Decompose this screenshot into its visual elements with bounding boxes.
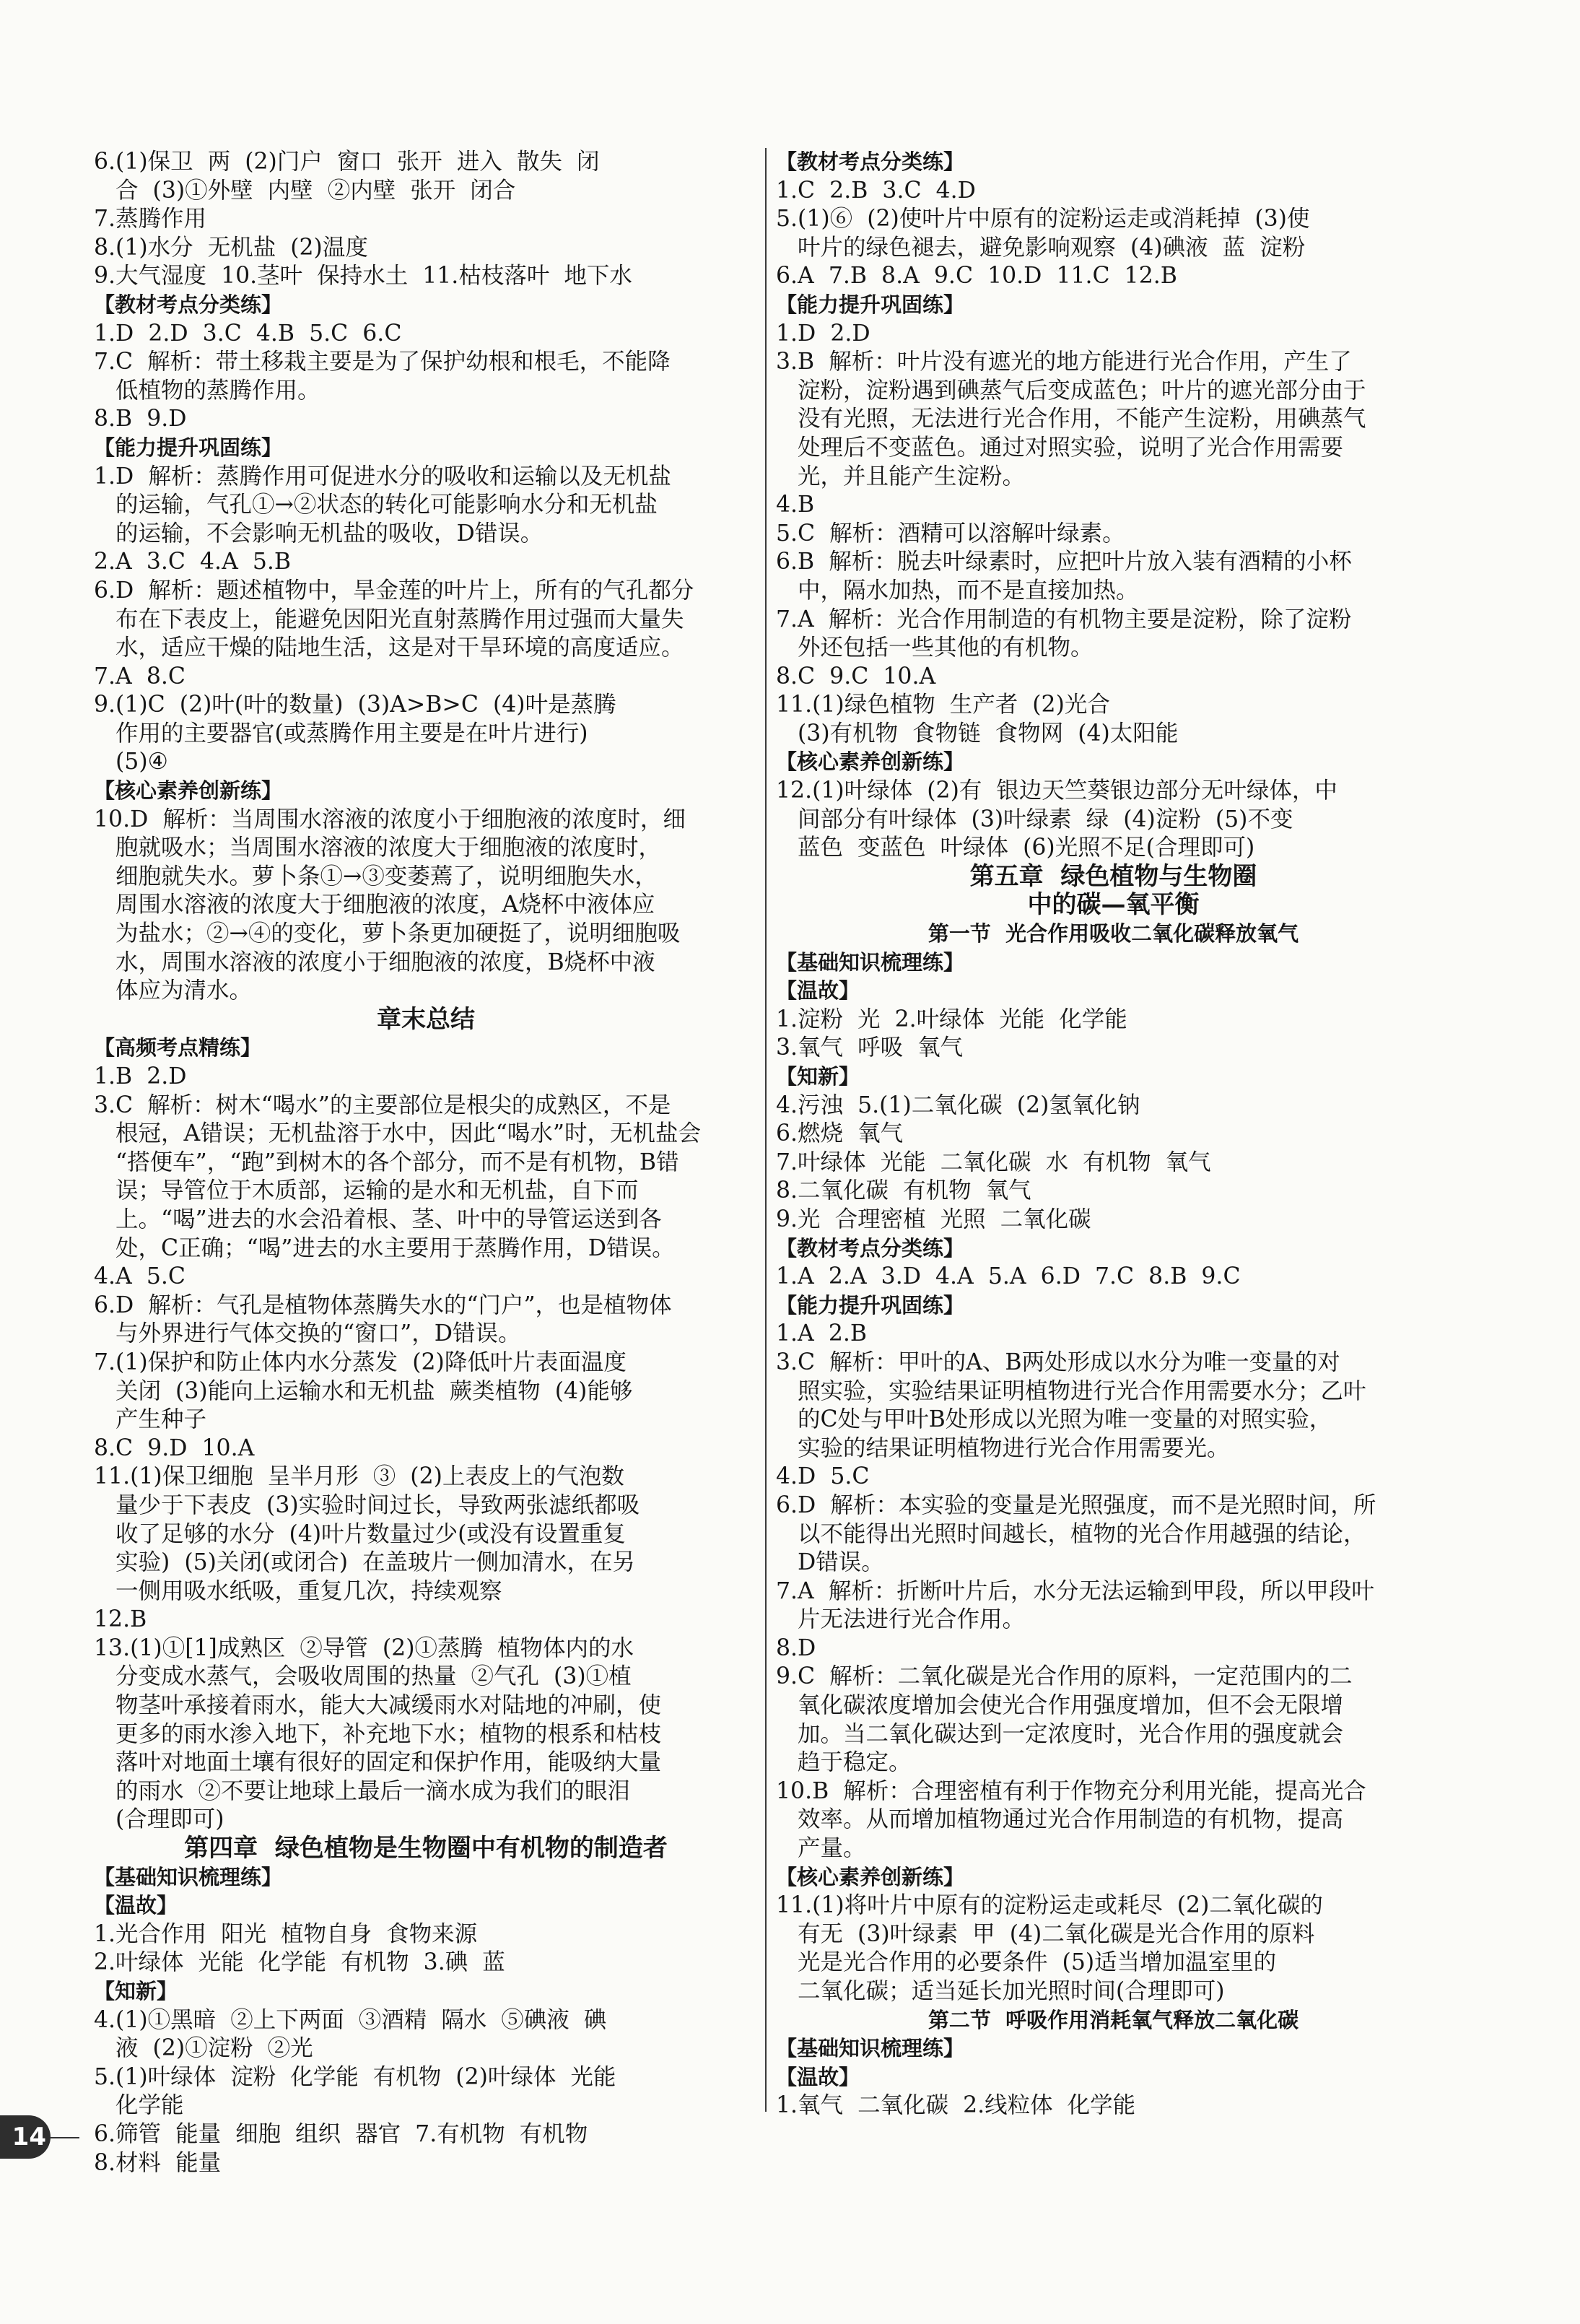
left-column-line: 1.光合作用 阳光 植物自身 食物来源	[94, 1920, 478, 1947]
right-column-line: 【基础知识梳理练】	[776, 949, 965, 975]
left-column-line: 【教材考点分类练】	[94, 292, 283, 317]
right-column-line: 8.二氧化碳 有机物 氧气	[776, 1178, 1031, 1204]
column-divider	[765, 148, 767, 2112]
left-column-line: 8.B 9.D	[94, 406, 187, 432]
right-column-line: 8.D	[776, 1635, 816, 1661]
left-column-line: 3.C 解析：树木“喝水”的主要部位是根尖的成熟区，不是	[94, 1092, 671, 1118]
left-column-line: 6.筛管 能量 细胞 组织 器官 7.有机物 有机物	[94, 2120, 588, 2147]
left-column-line: 6.D 解析：气孔是植物体蒸腾失水的“门户”，也是植物体	[94, 1292, 672, 1318]
left-column-line: 8.材料 能量	[94, 2149, 222, 2176]
left-column-line: 【基础知识梳理练】	[94, 1864, 283, 1889]
right-column-line: 第五章 绿色植物与生物圈	[969, 862, 1257, 891]
left-column-line: 1.D 2.D 3.C 4.B 5.C 6.C	[94, 320, 402, 347]
left-column-line: 低植物的蒸腾作用。	[115, 377, 320, 404]
right-column-line: 8.C 9.C 10.A	[776, 663, 936, 689]
left-column-line: 的运输，不会影响无机盐的吸收，D错误。	[115, 520, 544, 547]
right-column-line: 【教材考点分类练】	[776, 149, 965, 174]
right-column-line: 【知新】	[776, 1064, 860, 1089]
right-column-line: 光是光合作用的必要条件 (5)适当增加温室里的	[798, 1949, 1277, 1976]
left-column-line: 落叶对地面土壤有很好的固定和保护作用，能吸纳大量	[115, 1749, 662, 1776]
left-column-line: 的雨水 ②不要让地球上最后一滴水成为我们的眼泪	[115, 1777, 631, 1804]
left-column-line: 根冠，A错误；无机盐溶于水中，因此“喝水”时，无机盐会	[115, 1120, 701, 1147]
right-column-line: 【核心素养创新练】	[776, 749, 965, 775]
left-column-line: 7.C 解析：带土移栽主要是为了保护幼根和根毛，不能降	[94, 349, 671, 375]
right-column	[776, 148, 1451, 2120]
left-column-line: 【核心素养创新练】	[94, 778, 283, 804]
right-column-line: 7.A 解析：光合作用制造的有机物主要是淀粉，除了淀粉	[776, 606, 1352, 632]
left-column-line: 【高频考点精练】	[94, 1035, 262, 1061]
left-column-line: 体应为清水。	[115, 978, 253, 1004]
left-column-line: 为盐水；②→④的变化，萝卜条更加硬挺了，说明细胞吸	[115, 921, 681, 947]
right-column-line: 6.D 解析：本实验的变量是光照强度，而不是光照时间，所	[776, 1492, 1376, 1518]
left-column-line: 4.A 5.C	[94, 1263, 186, 1290]
right-column-line: 光，并且能产生淀粉。	[798, 463, 1026, 489]
left-column-line: 【温故】	[94, 1893, 178, 1918]
left-column-line: 2.A 3.C 4.A 5.B	[94, 549, 292, 575]
right-column-line: 中，隔水加热，而不是直接加热。	[798, 577, 1139, 604]
left-column-line: 2.叶绿体 光能 化学能 有机物 3.碘 蓝	[94, 1949, 505, 1976]
left-column-line: 13.(1)①[1]成熟区 ②导管 (2)①蒸腾 植物体内的水	[94, 1635, 634, 1661]
right-column-line: 【温故】	[776, 978, 860, 1004]
right-column-line: 10.B 解析：合理密植有利于作物充分利用光能，提高光合	[776, 1777, 1366, 1804]
left-column-line: 4.(1)①黑暗 ②上下两面 ③酒精 隔水 ⑤碘液 碘	[94, 2006, 607, 2033]
right-column-line: 淀粉，淀粉遇到碘蒸气后变成蓝色；叶片的遮光部分由于	[798, 377, 1366, 404]
right-column-line: 9.C 解析：二氧化碳是光合作用的原料，一定范围内的二	[776, 1663, 1353, 1690]
right-column-line: 间部分有叶绿体 (3)叶绿素 绿 (4)淀粉 (5)不变	[798, 806, 1293, 832]
right-column-line: 第一节 光合作用吸收二氧化碳释放氧气	[928, 921, 1299, 946]
right-column-line: 7.叶绿体 光能 二氧化碳 水 有机物 氧气	[776, 1149, 1211, 1175]
left-column-line: 5.(1)叶绿体 淀粉 化学能 有机物 (2)叶绿体 光能	[94, 2063, 616, 2090]
left-column-line: 量少于下表皮 (3)实验时间过长，导致两张滤纸都吸	[115, 1492, 640, 1518]
left-column-line: 水，适应干燥的陆地生活，这是对干旱环境的高度适应。	[115, 635, 684, 661]
left-column-line: 产生种子	[115, 1406, 207, 1433]
left-column-line: 实验) (5)关闭(或闭合) 在盖玻片一侧加清水，在另	[115, 1549, 636, 1576]
left-column-line: 水，周围水溶液的浓度小于细胞液的浓度，B烧杯中液	[115, 949, 655, 975]
right-column-line: D错误。	[798, 1549, 884, 1576]
left-column-line: 上。“喝”进去的水会沿着根、茎、叶中的导管运送到各	[115, 1206, 662, 1232]
right-column-line: 的C处与甲叶B处形成以光照为唯一变量的对照实验，	[798, 1406, 1332, 1433]
left-column-line: 【能力提升巩固练】	[94, 435, 283, 460]
left-column-line: “搭便车”，“跑”到树木的各个部分，而不是有机物，B错	[115, 1149, 679, 1175]
right-column-line: 12.(1)叶绿体 (2)有 银边天竺葵银边部分无叶绿体，中	[776, 778, 1337, 804]
left-column-line: 9.(1)C (2)叶(叶的数量) (3)A>B>C (4)叶是蒸腾	[94, 692, 616, 718]
left-column-line: 1.D 解析：蒸腾作用可促进水分的吸收和运输以及无机盐	[94, 463, 671, 489]
right-column-line: 【能力提升巩固练】	[776, 292, 965, 317]
right-column-line: 1.淀粉 光 2.叶绿体 光能 化学能	[776, 1006, 1127, 1032]
left-column-line: 12.B	[94, 1606, 147, 1633]
right-column-line: 4.污浊 5.(1)二氧化碳 (2)氢氧化钠	[776, 1092, 1140, 1118]
left-column-line: 9.大气湿度 10.茎叶 保持水土 11.枯枝落叶 地下水	[94, 263, 632, 290]
left-column-line: 6.(1)保卫 两 (2)门户 窗口 张开 进入 散失 闭	[94, 149, 600, 175]
right-column-line: 第二节 呼吸作用消耗氧气释放二氧化碳	[928, 2007, 1299, 2032]
right-column-line: 有无 (3)叶绿素 甲 (4)二氧化碳是光合作用的原料	[798, 1920, 1315, 1947]
left-column-line: 合 (3)①外壁 内壁 ②内壁 张开 闭合	[115, 177, 516, 204]
right-column-line: 6.燃烧 氧气	[776, 1120, 904, 1147]
left-column-line: 处，C正确；“喝”进去的水主要用于蒸腾作用，D错误。	[115, 1235, 675, 1261]
left-column-line: 1.B 2.D	[94, 1063, 187, 1089]
right-column-line: 6.B 解析：脱去叶绿素时，应把叶片放入装有酒精的小杯	[776, 549, 1352, 575]
left-column-line: 6.D 解析：题述植物中，旱金莲的叶片上，所有的气孔都分	[94, 577, 694, 604]
left-column-line: 更多的雨水渗入地下，补充地下水；植物的根系和枯枝	[115, 1720, 662, 1747]
right-column-line: 【温故】	[776, 2064, 860, 2089]
right-column-line: 9.光 合理密植 光照 二氧化碳	[776, 1206, 1091, 1232]
right-column-line: 氧化碳浓度增加会使光合作用强度增加，但不会无限增	[798, 1692, 1344, 1719]
right-column-line: 5.(1)⑥ (2)使叶片中原有的淀粉运走或消耗掉 (3)使	[776, 206, 1310, 232]
left-column-line: 分变成水蒸气，会吸收周围的热量 ②气孔 (3)①植	[115, 1663, 632, 1690]
right-column-line: 3.C 解析：甲叶的A、B两处形成以水分为唯一变量的对	[776, 1349, 1340, 1375]
right-column-line: 1.A 2.B	[776, 1320, 868, 1347]
left-column-line: 误；导管位于木质部，运输的是水和无机盐，自下而	[115, 1178, 639, 1204]
right-column-line: (3)有机物 食物链 食物网 (4)太阳能	[798, 720, 1179, 747]
left-column-line: 化学能	[115, 2092, 184, 2119]
right-column-line: 6.A 7.B 8.A 9.C 10.D 11.C 12.B	[776, 263, 1177, 290]
left-column-line: 收了足够的水分 (4)叶片数量过少(或没有设置重复	[115, 1520, 626, 1547]
left-column-line: 【知新】	[94, 1979, 178, 2003]
right-column-line: 【核心素养创新练】	[776, 1864, 965, 1889]
right-column-line: 加。当二氧化碳达到一定浓度时，光合作用的强度就会	[798, 1720, 1344, 1747]
right-column-line: 以不能得出光照时间越长，植物的光合作用越强的结论，	[798, 1520, 1366, 1547]
right-column-line: 4.B	[776, 492, 815, 518]
right-column-line: 效率。从而增加植物通过光合作用制造的有机物，提高	[798, 1806, 1344, 1833]
right-column-line: 产量。	[798, 1835, 866, 1862]
page-number: 14	[0, 2115, 51, 2159]
left-column-line: 第四章 绿色植物是生物圈中有机物的制造者	[184, 1835, 668, 1863]
left-column-line: 章末总结	[377, 1005, 475, 1034]
right-column-line: 11.(1)绿色植物 生产者 (2)光合	[776, 692, 1110, 718]
right-column-line: 二氧化碳；适当延长加光照时间(合理即可)	[798, 1978, 1225, 2004]
right-column-line: 【能力提升巩固练】	[776, 1292, 965, 1318]
right-column-line: 实验的结果证明植物进行光合作用需要光。	[798, 1435, 1230, 1461]
left-column-line: 7.(1)保护和防止体内水分蒸发 (2)降低叶片表面温度	[94, 1349, 627, 1375]
left-column-line: 10.D 解析：当周围水溶液的浓度小于细胞液的浓度时，细	[94, 806, 686, 832]
left-column-line: 8.(1)水分 无机盐 (2)温度	[94, 234, 368, 261]
left-column	[94, 148, 758, 2177]
left-column-line: 8.C 9.D 10.A	[94, 1435, 255, 1461]
right-column-line: 叶片的绿色褪去，避免影响观察 (4)碘液 蓝 淀粉	[798, 234, 1306, 261]
right-column-line: 5.C 解析：酒精可以溶解叶绿素。	[776, 520, 1125, 547]
left-column-line: 细胞就失水。萝卜条①→③变萎蔫了，说明细胞失水，	[115, 863, 658, 889]
left-column-line: 液 (2)①淀粉 ②光	[115, 2035, 313, 2062]
left-column-line: (合理即可)	[115, 1806, 224, 1833]
right-column-line: 蓝色 变蓝色 叶绿体 (6)光照不足(合理即可)	[798, 835, 1255, 861]
left-column-line: (5)④	[115, 749, 168, 775]
right-column-line: 没有光照，无法进行光合作用，不能产生淀粉，用碘蒸气	[798, 406, 1366, 432]
right-column-line: 处理后不变蓝色。通过对照实验，说明了光合作用需要	[798, 434, 1344, 461]
left-column-line: 与外界进行气体交换的“窗口”，D错误。	[115, 1320, 521, 1347]
right-column-line: 1.A 2.A 3.D 4.A 5.A 6.D 7.C 8.B 9.C	[776, 1263, 1241, 1290]
right-column-line: 1.C 2.B 3.C 4.D	[776, 177, 976, 204]
left-column-line: 物茎叶承接着雨水，能大大减缓雨水对陆地的冲刷，使	[115, 1692, 662, 1719]
left-column-line: 7.A 8.C	[94, 663, 186, 689]
right-column-line: 4.D 5.C	[776, 1463, 870, 1490]
right-column-line: 照实验，实验结果证明植物进行光合作用需要水分；乙叶	[798, 1378, 1366, 1404]
right-column-line: 7.A 解析：折断叶片后，水分无法运输到甲段，所以甲段叶	[776, 1577, 1374, 1604]
left-column-line: 的运输，气孔①→②状态的转化可能影响水分和无机盐	[115, 492, 658, 518]
right-column-line: 1.D 2.D	[776, 320, 870, 347]
right-column-line: 3.B 解析：叶片没有遮光的地方能进行光合作用，产生了	[776, 349, 1352, 375]
left-column-line: 布在下表皮上，能避免因阳光直射蒸腾作用过强而大量失	[115, 606, 684, 632]
right-column-line: 【基础知识梳理练】	[776, 2036, 965, 2061]
left-column-line: 7.蒸腾作用	[94, 206, 207, 232]
right-column-line: 趋于稳定。	[798, 1749, 912, 1776]
right-column-line: 外还包括一些其他的有机物。	[798, 635, 1094, 661]
right-column-line: 中的碳—氧平衡	[1027, 891, 1200, 920]
left-column-line: 胞就吸水；当周围水溶液的浓度大于细胞液的浓度时，	[115, 835, 662, 861]
left-column-line: 一侧用吸水纸吸，重复几次，持续观察	[115, 1577, 502, 1604]
left-column-line: 11.(1)保卫细胞 呈半月形 ③ (2)上表皮上的气泡数	[94, 1463, 624, 1490]
right-column-line: 11.(1)将叶片中原有的淀粉运走或耗尽 (2)二氧化碳的	[776, 1892, 1323, 1919]
right-column-line: 1.氧气 二氧化碳 2.线粒体 化学能	[776, 2092, 1136, 2119]
right-column-line: 【教材考点分类练】	[776, 1235, 965, 1261]
right-column-line: 3.氧气 呼吸 氧气	[776, 1035, 964, 1061]
right-column-line: 片无法进行光合作用。	[798, 1606, 1026, 1633]
page-number-rule	[51, 2137, 79, 2138]
left-column-line: 关闭 (3)能向上运输水和无机盐 蕨类植物 (4)能够	[115, 1378, 633, 1404]
left-column-line: 周围水溶液的浓度大于细胞液的浓度，A烧杯中液体应	[115, 892, 655, 918]
left-column-line: 作用的主要器官(或蒸腾作用主要是在叶片进行)	[115, 720, 588, 747]
